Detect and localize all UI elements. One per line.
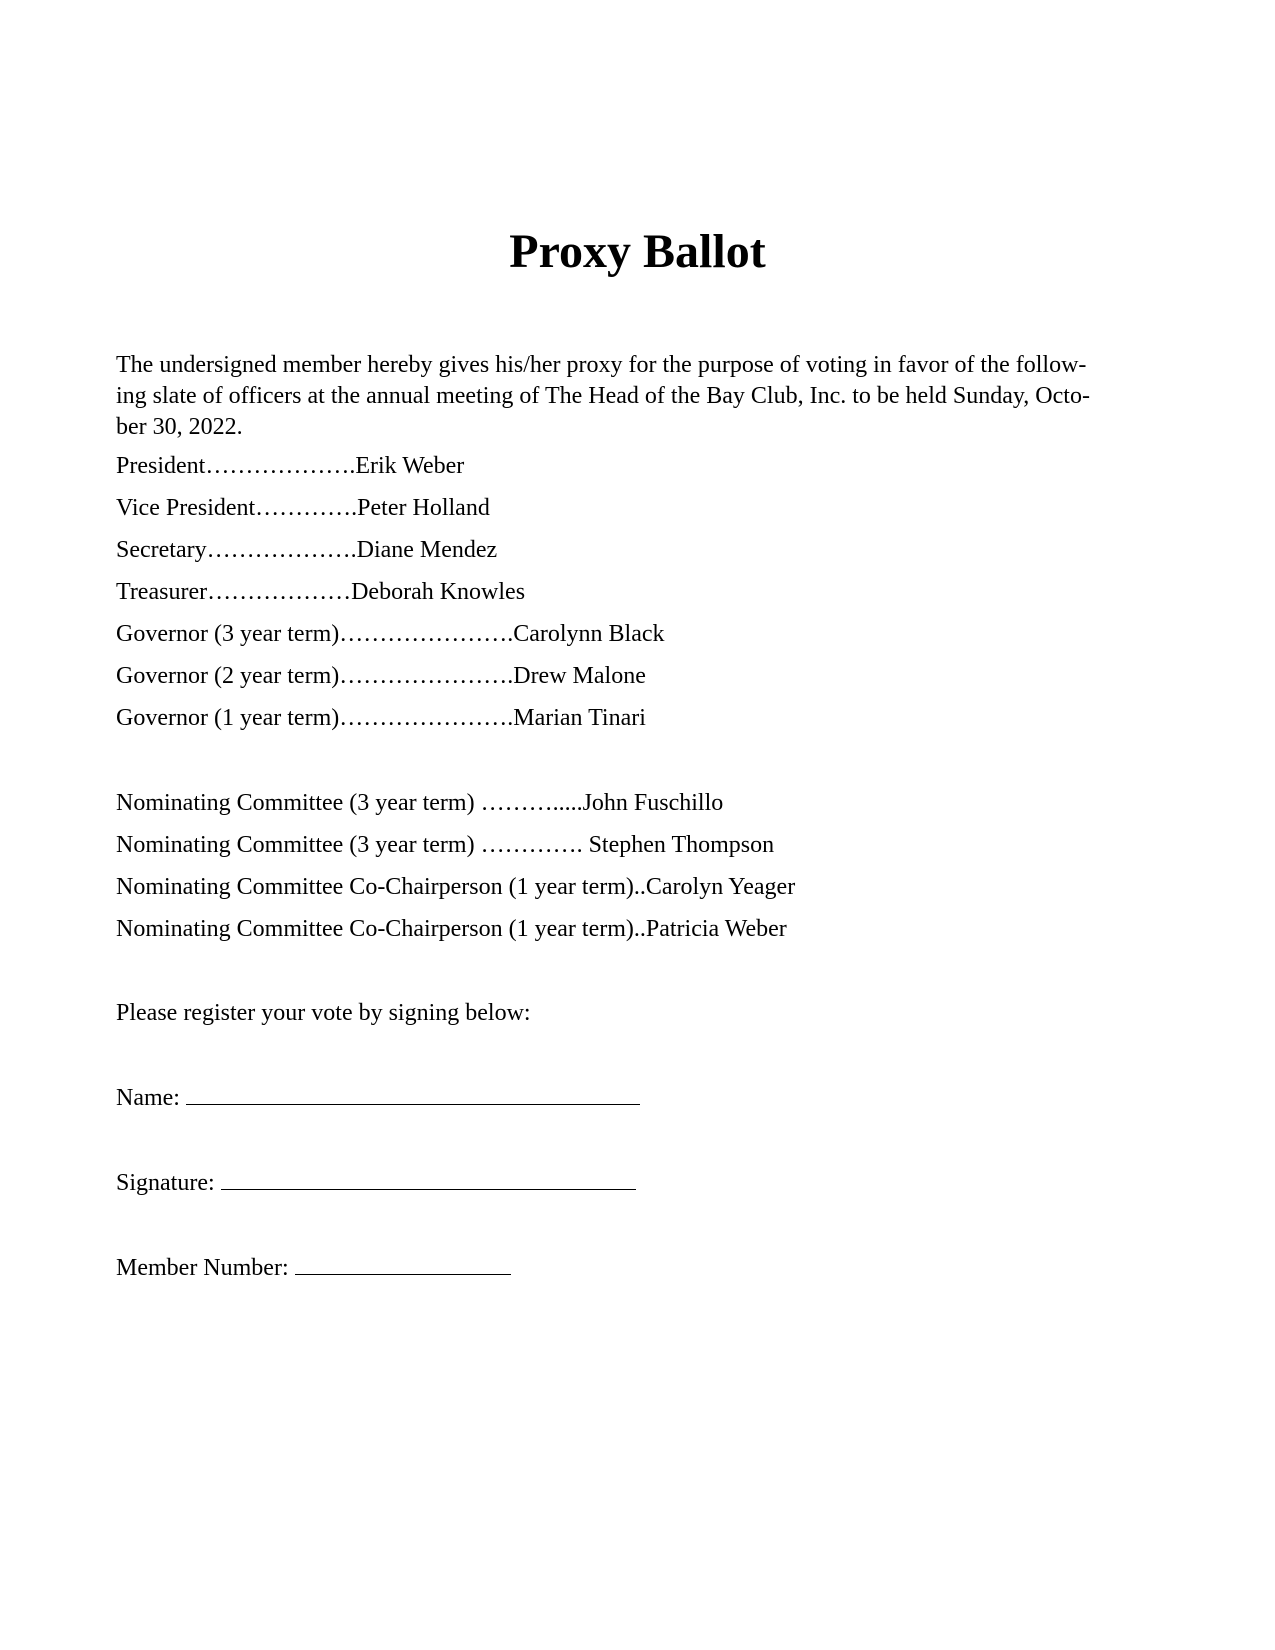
- name-label: Name:: [116, 1085, 180, 1111]
- committee-member-1: Nominating Committee (3 year term) ……….....John Fuschillo: [116, 790, 724, 816]
- committee-cochair-2: Nominating Committee Co-Chairperson (1 year term)..Patricia Weber: [116, 916, 787, 942]
- name-row: [116, 1083, 640, 1113]
- officer-vice-president: Vice President………….Peter Holland: [116, 495, 490, 521]
- member-number-label: Member Number:: [116, 1255, 289, 1281]
- committee-cochair-1: Nominating Committee Co-Chairperson (1 year term)..Carolyn Yeager: [116, 874, 796, 900]
- officer-secretary: Secretary……………….Diane Mendez: [116, 537, 498, 563]
- officer-president: President……………….Erik Weber: [116, 453, 465, 479]
- signature-label: Signature:: [116, 1170, 215, 1196]
- member-number-row: [116, 1253, 511, 1283]
- page-title: Proxy Ballot: [509, 225, 766, 278]
- intro-paragraph: [116, 350, 1136, 443]
- officer-governor-1yr: Governor (1 year term)………………….Marian Tinari: [116, 705, 646, 731]
- member-number-field[interactable]: [295, 1254, 511, 1275]
- officer-treasurer: Treasurer………………Deborah Knowles: [116, 579, 526, 605]
- signing-instruction: Please register your vote by signing below:: [116, 1000, 531, 1026]
- signature-field[interactable]: [221, 1169, 636, 1190]
- officer-governor-2yr: Governor (2 year term)………………….Drew Malone: [116, 663, 646, 689]
- officer-governor-3yr: Governor (3 year term)………………….Carolynn Black: [116, 621, 665, 647]
- intro-line-3: ber 30, 2022.: [116, 414, 243, 440]
- signature-row: [116, 1168, 636, 1198]
- intro-line-1: The undersigned member hereby gives his/her proxy for the purpose of voting in favor of the follow-: [116, 352, 1087, 378]
- intro-line-2: ing slate of officers at the annual meeting of The Head of the Bay Club, Inc. to be held Sunday, Octo-: [116, 383, 1090, 409]
- committee-member-2: Nominating Committee (3 year term) …………. Stephen Thompson: [116, 832, 775, 858]
- name-field[interactable]: [186, 1084, 640, 1105]
